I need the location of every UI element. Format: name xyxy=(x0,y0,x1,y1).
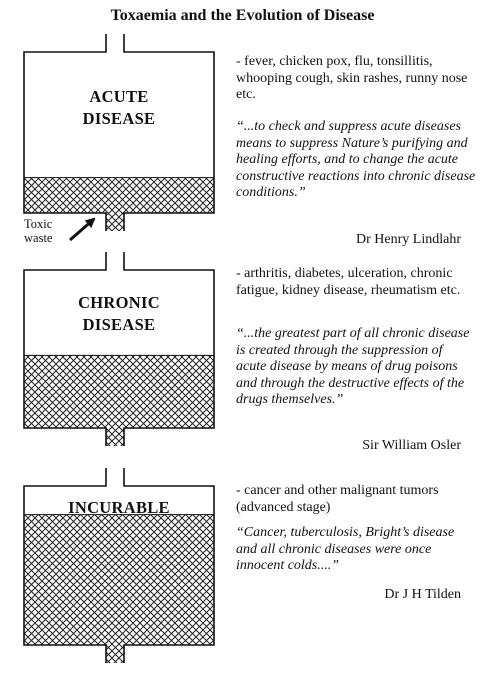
stage-author-chronic: Sir William Osler xyxy=(362,438,461,453)
outlet-fill-acute xyxy=(106,213,124,231)
stage-label-incurable xyxy=(24,497,214,519)
stage-label-chronic xyxy=(24,292,214,336)
stage-label-acute xyxy=(24,86,214,130)
toxin-fill-acute xyxy=(24,178,214,213)
toxic-waste-line: Toxic xyxy=(24,217,53,231)
toxic-waste-label xyxy=(24,217,52,245)
stage-label-line: CHRONIC xyxy=(78,293,160,312)
stage-quote-incurable: “Cancer, tuberculosis, Bright’s disease and all chronic diseases were once innocent colds....” xyxy=(236,525,455,573)
stage-description-acute: - fever, chicken pox, flu, tonsillitis, whooping cough, skin rashes, runny nose etc. xyxy=(236,54,468,102)
toxic-waste-arrow xyxy=(70,219,94,240)
stage-author-acute: Dr Henry Lindlahr xyxy=(356,232,461,247)
stage-label-line: ACUTE xyxy=(89,87,149,106)
diagram-title: Toxaemia and the Evolution of Disease xyxy=(110,7,375,24)
outlet-fill-incurable xyxy=(106,645,124,663)
stage-quote-chronic: “...the greatest part of all chronic disease is created through the suppression of acute disease by means of drug poisons and through the destructive effects of the drugs themselves.” xyxy=(236,326,470,407)
toxin-fill-chronic xyxy=(24,355,214,428)
outlet-fill-chronic xyxy=(106,428,124,446)
toxin-fill-incurable xyxy=(24,515,214,645)
stage-label-line: INCURABLE xyxy=(68,498,170,517)
stage-label-line: DISEASE xyxy=(82,315,156,334)
stage-quote-acute: “...to check and suppress acute diseases means to suppress Nature’s purifying and healing efforts, and to change the acute constructive reactions into chronic disease conditions.” xyxy=(236,119,476,200)
stage-description-chronic: - arthritis, diabetes, ulceration, chronic fatigue, kidney disease, rheumatism etc. xyxy=(236,266,461,298)
toxic-waste-line: waste xyxy=(24,231,53,245)
stage-description-incurable: - cancer and other malignant tumors (advanced stage) xyxy=(236,483,439,515)
stage-author-incurable: Dr J H Tilden xyxy=(384,587,461,602)
stage-label-line: DISEASE xyxy=(82,109,156,128)
